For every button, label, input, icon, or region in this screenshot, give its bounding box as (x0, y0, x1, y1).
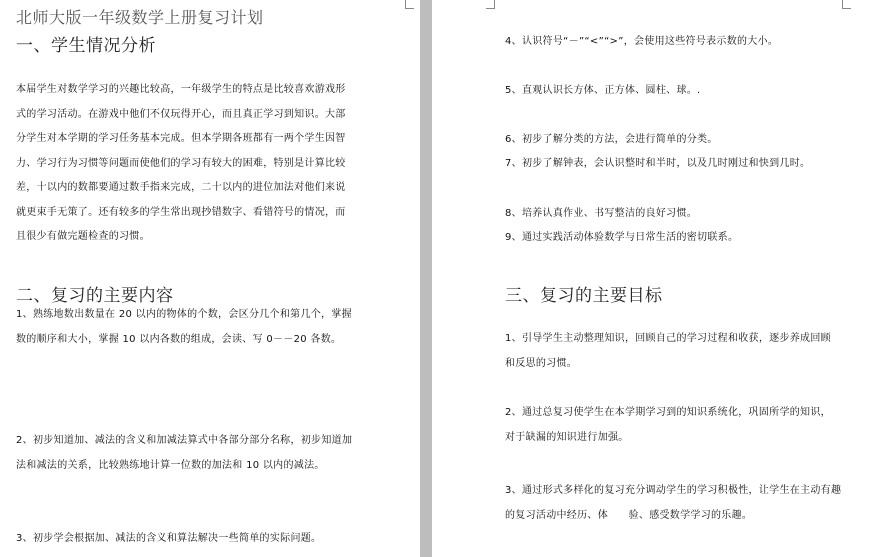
review-content-item: 5、直观认识长方体、正方体、圆柱、球。. (505, 85, 701, 96)
section-heading-review-content: 二、复习的主要内容 (16, 286, 174, 306)
review-goal-item: 1、引导学生主动整理知识，回顾自己的学习过程和收获，逐步养成回顾和反思的习惯。 (505, 333, 831, 369)
review-content-item: 1、熟练地数出数量在 20 以内的物体的个数，会区分几个和第几个，掌握数的顺序和大小，掌握 10 以内各数的组成，会读、写 0－－20 各数。 (16, 309, 352, 345)
page-corner-mark (405, 0, 414, 9)
review-content-item: 9、通过实践活动体验数学与日常生活的密切联系。 (505, 232, 739, 243)
page-corner-mark (842, 0, 851, 9)
review-content-item: 8、培养认真作业、书写整洁的良好习惯。 (505, 208, 698, 219)
review-content-item: 7、初步了解钟表，会认识整时和半时，以及几时刚过和快到几时。 (505, 158, 811, 169)
review-content-item: 6、初步了解分类的方法，会进行简单的分类。 (505, 134, 718, 145)
review-content-item: 3、初步学会根据加、减法的含义和算法解决一些简单的实际问题。 (16, 533, 322, 544)
review-content-item: 2、初步知道加、减法的含义和加减法算式中各部分部分名称，初步知道加法和减法的关系，比较熟练地计算一位数的加法和 10 以内的减法。 (16, 435, 353, 471)
page-gutter (420, 0, 432, 557)
section-heading-student-analysis: 一、学生情况分析 (16, 36, 156, 56)
review-content-item: 4、认识符号“－”“<”“>”，会使用这些符号表示数的大小。 (505, 36, 779, 47)
page-left (0, 0, 420, 557)
section-heading-review-goals: 三、复习的主要目标 (505, 286, 663, 306)
page-right (432, 0, 869, 557)
page-corner-mark (486, 0, 495, 9)
review-goal-item: 3、通过形式多样化的复习充分调动学生的学习积极性，让学生在主动有趣的复习活动中经历、体 验、感受数学学习的乐趣。 (505, 485, 842, 521)
review-goal-item: 2、通过总复习使学生在本学期学习到的知识系统化，巩固所学的知识，对于缺漏的知识进行加强。 (505, 407, 831, 443)
student-analysis-paragraph: 本届学生对数学学习的兴趣比较高，一年级学生的特点是比较喜欢游戏形式的学习活动。在游戏中他们不仅玩得开心，而且真正学习到知识。大部分学生对本学期的学习任务基本完成。但本学期各班都有一两个学生因智力、学习行为习惯等问题而使他们的学习有较大的困难，特别是计算比较差，十以内的数都要通过数手指来完成，二十以内的进位加法对他们来说就更束手无策了。还有较多的学生常出现抄错数字、看错符号的情况，而且很少有做完题检查的习惯。 (16, 84, 346, 242)
document-title: 北师大版一年级数学上册复习计划 (16, 8, 264, 27)
